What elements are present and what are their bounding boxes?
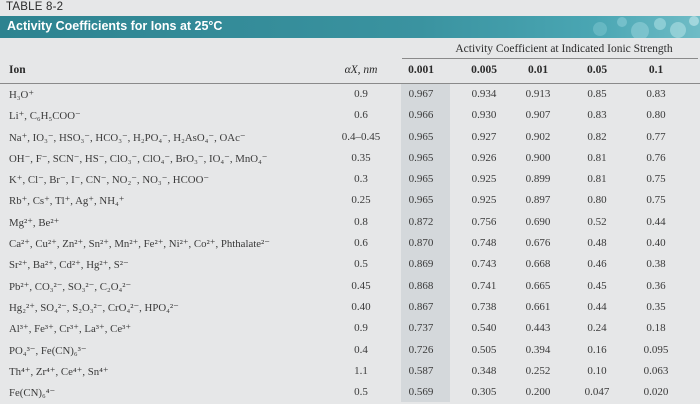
coefficient-cell: 0.348	[471, 364, 497, 377]
alpha-cell: 1.1	[354, 364, 368, 377]
coefficient-cell: 0.443	[525, 322, 551, 335]
table-row	[0, 340, 700, 361]
alpha-cell: 0.3	[354, 173, 368, 186]
coefficient-cell: 0.10	[587, 364, 607, 377]
coefficient-cell: 0.869	[408, 258, 434, 271]
ion-cell: Hg₂²⁺, SO₄²⁻, S₂O₃²⁻, CrO₄²⁻, HPO₄²⁻	[9, 301, 179, 314]
decorative-bubbles-icon	[560, 16, 700, 38]
coefficient-cell: 0.690	[525, 215, 551, 228]
coefficient-cell: 0.587	[408, 364, 434, 377]
coefficient-cell: 0.40	[646, 237, 666, 250]
coefficient-cell: 0.926	[471, 151, 497, 164]
ion-cell: Fe(CN)₆⁴⁻	[9, 387, 56, 400]
ion-cell: H₃O⁺	[9, 89, 35, 101]
header-strength: 0.1	[648, 64, 664, 76]
alpha-cell: 0.35	[351, 151, 371, 164]
coefficient-cell: 0.965	[408, 151, 434, 164]
coefficient-cell: 0.965	[408, 130, 434, 143]
coefficient-cell: 0.16	[587, 343, 607, 356]
coefficient-cell: 0.925	[471, 173, 497, 186]
coefficient-cell: 0.063	[643, 364, 669, 377]
ion-cell: Sr²⁺, Ba²⁺, Cd²⁺, Hg²⁺, S²⁻	[9, 259, 129, 272]
coefficient-cell: 0.907	[525, 109, 551, 122]
coefficient-cell: 0.868	[408, 279, 434, 292]
coefficient-cell: 0.81	[587, 173, 607, 186]
coefficient-cell: 0.925	[471, 194, 497, 207]
table-row	[0, 169, 700, 190]
ion-cell: Rb⁺, Cs⁺, Tl⁺, Ag⁺, NH₄⁺	[9, 195, 125, 208]
coefficient-cell: 0.737	[408, 322, 434, 335]
coefficient-cell: 0.899	[525, 173, 551, 186]
ion-cell: Ca²⁺, Cu²⁺, Zn²⁺, Sn²⁺, Mn²⁺, Fe²⁺, Ni²⁺, Co²⁺, Phthalate²⁻	[9, 238, 270, 251]
ion-cell: Na⁺, IO₃⁻, HSO₃⁻, HCO₃⁻, H₂PO₄⁻, H₂AsO₄⁻, OAc⁻	[9, 131, 246, 144]
table-row	[0, 318, 700, 339]
table-row	[0, 254, 700, 275]
coefficient-cell: 0.44	[587, 300, 607, 313]
header-strength: 0.05	[586, 64, 608, 76]
coefficient-cell: 0.44	[646, 215, 666, 228]
group-rule	[402, 58, 698, 59]
coefficient-cell: 0.85	[587, 88, 607, 100]
coefficient-cell: 0.966	[408, 109, 434, 122]
coefficient-cell: 0.52	[587, 215, 607, 228]
header-strength: 0.01	[527, 64, 549, 76]
coefficient-cell: 0.77	[646, 130, 666, 143]
table-row	[0, 233, 700, 254]
ion-cell: K⁺, Cl⁻, Br⁻, I⁻, CN⁻, NO₂⁻, NO₃⁻, HCOO⁻	[9, 174, 210, 187]
coefficient-cell: 0.927	[471, 130, 497, 143]
table-body	[0, 84, 700, 404]
coefficient-cell: 0.095	[643, 343, 669, 356]
coefficient-cell: 0.569	[408, 386, 434, 399]
title-bar	[0, 16, 700, 38]
ion-cell: Mg²⁺, Be²⁺	[9, 216, 60, 229]
header-row	[0, 60, 700, 82]
table-row	[0, 105, 700, 126]
alpha-cell: 0.40	[351, 300, 371, 313]
alpha-cell: 0.5	[354, 258, 368, 271]
table-row	[0, 84, 700, 105]
coefficient-cell: 0.24	[587, 322, 607, 335]
activity-table	[0, 38, 700, 404]
alpha-cell: 0.8	[354, 215, 368, 228]
table-row	[0, 297, 700, 318]
coefficient-cell: 0.83	[646, 88, 666, 100]
coefficient-cell: 0.35	[646, 300, 666, 313]
alpha-cell: 0.9	[354, 322, 368, 335]
table-row	[0, 382, 700, 403]
coefficient-cell: 0.661	[525, 300, 551, 313]
coefficient-cell: 0.726	[408, 343, 434, 356]
alpha-cell: 0.6	[354, 237, 368, 250]
table-row	[0, 361, 700, 382]
coefficient-cell: 0.867	[408, 300, 434, 313]
group-header: Activity Coefficient at Indicated Ionic Strength	[455, 43, 673, 55]
header-alpha: αX, nm	[344, 64, 378, 76]
coefficient-cell: 0.81	[587, 151, 607, 164]
coefficient-cell: 0.46	[587, 258, 607, 271]
ion-cell: Li⁺, C₆H₅COO⁻	[9, 110, 81, 123]
coefficient-cell: 0.540	[471, 322, 497, 335]
table-row	[0, 127, 700, 148]
coefficient-cell: 0.934	[471, 88, 497, 100]
alpha-cell: 0.6	[354, 109, 368, 122]
coefficient-cell: 0.741	[471, 279, 497, 292]
table-row	[0, 212, 700, 233]
coefficient-cell: 0.505	[471, 343, 497, 356]
coefficient-cell: 0.200	[525, 386, 551, 399]
coefficient-cell: 0.872	[408, 215, 434, 228]
ion-cell: PO₄³⁻, Fe(CN)₆³⁻	[9, 344, 87, 357]
ion-cell: Th⁴⁺, Zr⁴⁺, Ce⁴⁺, Sn⁴⁺	[9, 365, 109, 378]
coefficient-cell: 0.665	[525, 279, 551, 292]
alpha-cell: 0.45	[351, 279, 371, 292]
coefficient-cell: 0.738	[471, 300, 497, 313]
coefficient-cell: 0.394	[525, 343, 551, 356]
coefficient-cell: 0.18	[646, 322, 666, 335]
ion-cell: Pb²⁺, CO₃²⁻, SO₃²⁻, C₂O₄²⁻	[9, 280, 132, 293]
table-label: TABLE 8-2	[6, 1, 64, 13]
coefficient-cell: 0.80	[646, 109, 666, 122]
alpha-cell: 0.4–0.45	[341, 130, 381, 143]
coefficient-cell: 0.252	[525, 364, 551, 377]
alpha-cell: 0.4	[354, 343, 368, 356]
coefficient-cell: 0.83	[587, 109, 607, 122]
coefficient-cell: 0.900	[525, 151, 551, 164]
header-strength: 0.001	[408, 64, 434, 76]
coefficient-cell: 0.45	[587, 279, 607, 292]
alpha-cell: 0.25	[351, 194, 371, 207]
coefficient-cell: 0.743	[471, 258, 497, 271]
coefficient-cell: 0.48	[587, 237, 607, 250]
coefficient-cell: 0.902	[525, 130, 551, 143]
coefficient-cell: 0.676	[525, 237, 551, 250]
ion-cell: Al³⁺, Fe³⁺, Cr³⁺, La³⁺, Ce³⁺	[9, 323, 132, 336]
coefficient-cell: 0.965	[408, 173, 434, 186]
table-title: Activity Coefficients for Ions at 25°C	[7, 19, 223, 33]
coefficient-cell: 0.047	[584, 386, 610, 399]
alpha-cell: 0.9	[354, 88, 368, 100]
coefficient-cell: 0.756	[471, 215, 497, 228]
coefficient-cell: 0.967	[408, 88, 434, 100]
coefficient-cell: 0.75	[646, 194, 666, 207]
coefficient-cell: 0.80	[587, 194, 607, 207]
coefficient-cell: 0.748	[471, 237, 497, 250]
coefficient-cell: 0.76	[646, 151, 666, 164]
coefficient-cell: 0.020	[643, 386, 669, 399]
coefficient-cell: 0.305	[471, 386, 497, 399]
coefficient-cell: 0.36	[646, 279, 666, 292]
coefficient-cell: 0.870	[408, 237, 434, 250]
table-row	[0, 148, 700, 169]
alpha-cell: 0.5	[354, 386, 368, 399]
ion-cell: OH⁻, F⁻, SCN⁻, HS⁻, ClO₃⁻, ClO₄⁻, BrO₃⁻, IO₄⁻, MnO₄⁻	[9, 152, 268, 165]
coefficient-cell: 0.913	[525, 88, 551, 100]
table-row	[0, 190, 700, 211]
coefficient-cell: 0.75	[646, 173, 666, 186]
coefficient-cell: 0.930	[471, 109, 497, 122]
header-ion: Ion	[9, 64, 26, 76]
coefficient-cell: 0.668	[525, 258, 551, 271]
coefficient-cell: 0.38	[646, 258, 666, 271]
coefficient-cell: 0.965	[408, 194, 434, 207]
header-strength: 0.005	[471, 64, 497, 76]
table-row	[0, 276, 700, 297]
coefficient-cell: 0.82	[587, 130, 607, 143]
coefficient-cell: 0.897	[525, 194, 551, 207]
